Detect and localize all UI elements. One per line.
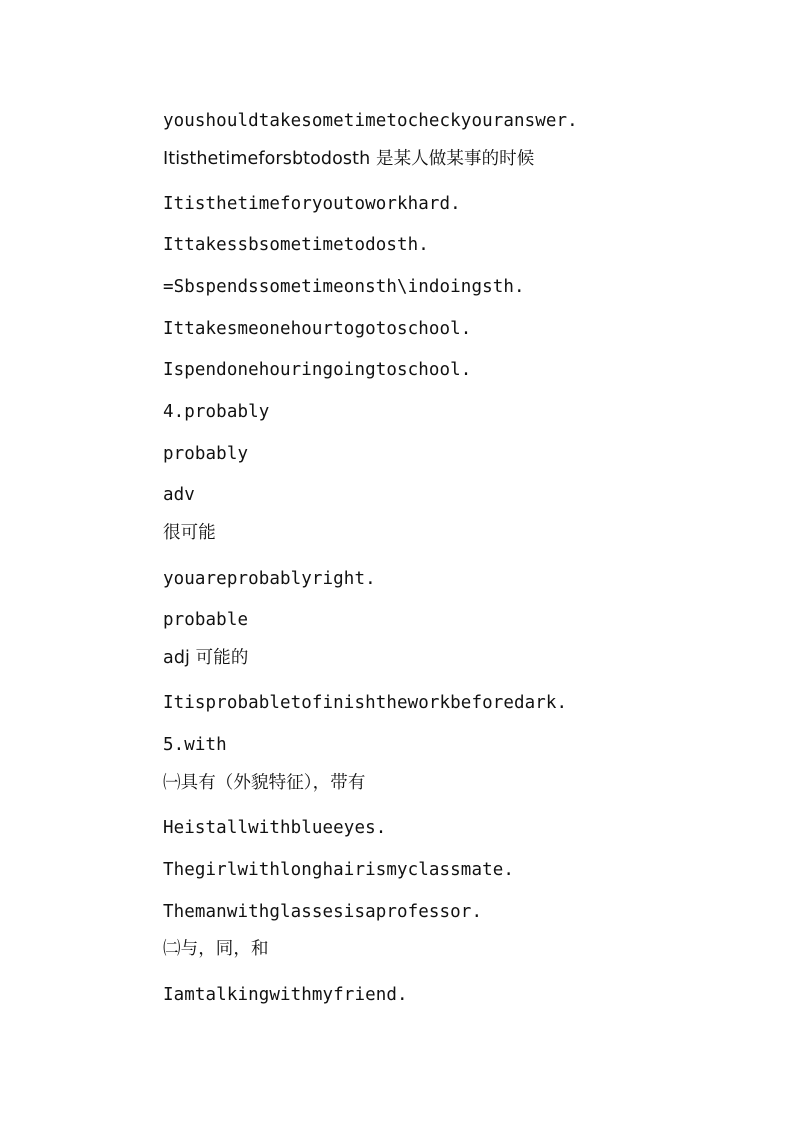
text-line: Itisthetimeforsbtodosth 是某人做某事的时候 <box>163 149 535 169</box>
text-line: Itisthetimeforyoutoworkhard. <box>163 194 461 214</box>
text-line: youareprobablyright. <box>163 569 376 589</box>
section-heading: 4.probably <box>163 402 270 422</box>
subheading: ㈠具有（外貌特征），带有 <box>163 773 366 793</box>
text-line: probable <box>163 610 249 630</box>
text-line: adj 可能的 <box>163 648 249 668</box>
text-line: Themanwithglassesisaprofessor. <box>163 902 483 922</box>
section-heading: 5.with <box>163 735 227 755</box>
text-line: probably <box>163 444 249 464</box>
text-line: Ittakessbsometimetodosth. <box>163 235 429 255</box>
text-line: Thegirlwithlonghairismyclassmate. <box>163 860 514 880</box>
text-line: =Sbspendssometimeonsth\indoingsth. <box>163 277 525 297</box>
text-line: 很可能 <box>163 523 216 543</box>
text-line: adv <box>163 485 195 505</box>
text-line: youshouldtakesometimetocheckyouranswer. <box>163 111 578 131</box>
text-line: Iamtalkingwithmyfriend. <box>163 985 408 1005</box>
text-line: Ispendonehouringoingtoschool. <box>163 360 472 380</box>
text-line: Ittakesmeonehourtogotoschool. <box>163 319 472 339</box>
text-line: Itisprobabletofinishtheworkbeforedark. <box>163 693 568 713</box>
subheading: ㈡与，同，和 <box>163 939 269 959</box>
text-line: Heistallwithblueeyes. <box>163 818 387 838</box>
